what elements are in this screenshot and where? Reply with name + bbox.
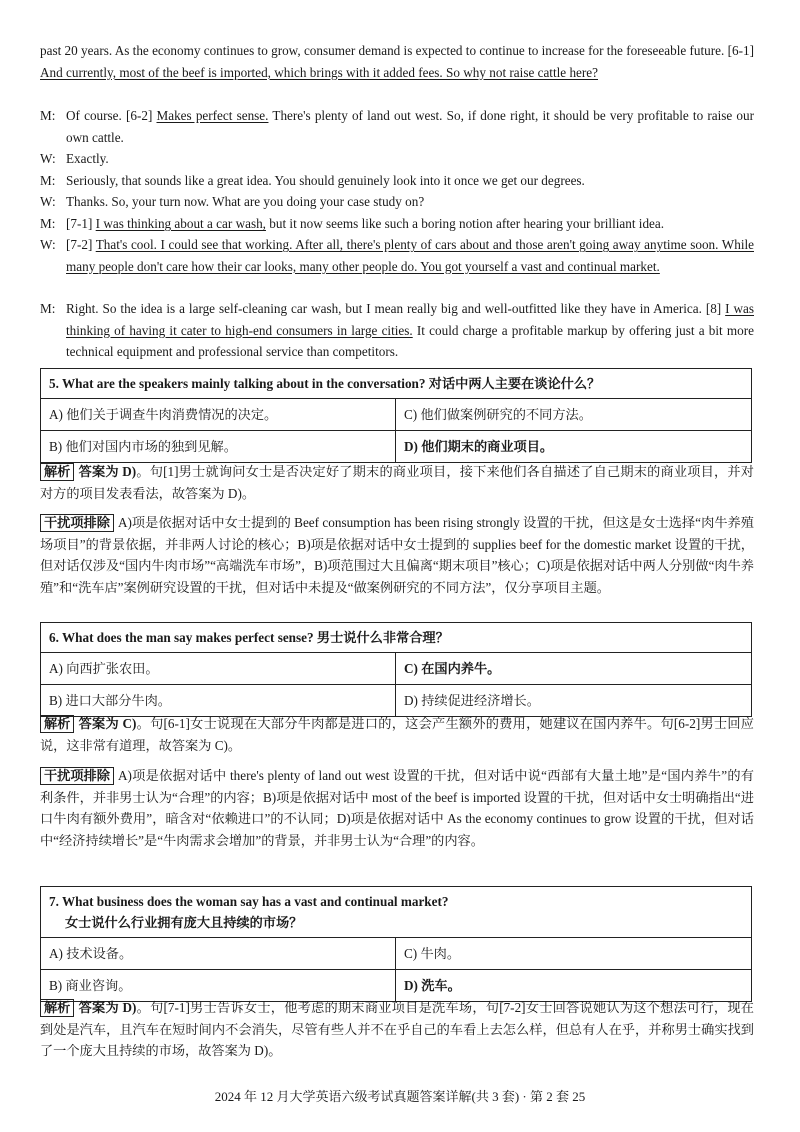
answer: 答案为 C) — [78, 716, 137, 731]
option-c-correct: C) 在国内养牛。 — [404, 661, 501, 676]
dialogue-line-3 — [40, 170, 754, 192]
option-row — [41, 653, 751, 685]
question-7-title-en: 7. What business does the woman say has a vast and continual market? — [49, 894, 449, 909]
option-a: A) 他们关于调查牛肉消费情况的决定。 — [41, 399, 396, 430]
speaker: W: — [40, 151, 56, 166]
option-d-correct: D) 他们期末的商业项目。 — [404, 439, 554, 454]
dialogue-line-6 — [40, 234, 754, 277]
question-6-title: 6. What does the man say makes perfect sense? 男士说什么非常合理？ — [41, 623, 751, 653]
line-text — [66, 148, 754, 170]
question-5-title: 5. What are the speakers mainly talking about in the conversation? 对话中两人主要在谈论什么？ — [41, 369, 751, 399]
option-row — [41, 938, 751, 970]
distractor-text: A)项是依据对话中女士提到的 Beef consumption has been rising strongly 设置的干扰，但这是女士选择“肉牛养殖场项目”的背景依据，并非两人讨论的核心；B)项是依据对话中女士提到的 supplies beef for the domestic market 设置的干扰，但对话仅涉及“国内牛肉市场”“高端洗车市场”，B)项范围过大且偏离“期末项目”核心；C)项是依据对话中两人分别做“肉牛养殖”和“洗车店”案例研究设置的干扰，但对话中未提及“做案例研究的不同方法”，仅分享项目主题。 — [40, 515, 754, 595]
line-post: There's plenty of land out west. So, if done right, it should be very profitable to raise our own cattle. — [66, 108, 754, 145]
line-text — [66, 234, 754, 277]
answer: 答案为 D) — [78, 1000, 137, 1015]
speaker: W: — [40, 237, 56, 252]
question-7-title-cn: 女士说什么行业拥有庞大且持续的市场？ — [65, 915, 303, 930]
option-row — [41, 685, 751, 716]
page-footer: 2024 年 12 月大学英语六级考试真题答案详解(共 3 套) · 第 2 套 25 — [214, 1089, 586, 1104]
dialogue-line-5 — [40, 213, 754, 235]
dialogue-line-7 — [40, 298, 754, 363]
option-b: B) 进口大部分牛肉。 — [41, 685, 396, 716]
line-text — [66, 170, 754, 192]
option-a: A) 向西扩张农田。 — [41, 653, 396, 684]
line-underlined: Makes perfect sense. — [156, 108, 269, 123]
option-c: C) 牛肉。 — [404, 946, 461, 961]
line-post: but it now seems like such a boring notion after hearing your brilliant idea. — [265, 216, 665, 231]
line-underlined: I was thinking of having it cater to high-end consumers in large cities. — [66, 301, 754, 338]
option-b: B) 他们对国内市场的独到见解。 — [41, 431, 396, 462]
line-pre: Thanks. So, your turn now. What are you doing your case study on? — [66, 194, 425, 209]
analysis-tag: 解析 — [40, 463, 74, 481]
distractor-tag: 干扰项排除 — [40, 767, 114, 785]
option-a: A) 技术设备。 — [41, 938, 396, 969]
line-text — [66, 298, 754, 363]
speaker: M: — [40, 216, 56, 231]
q5-analysis — [40, 461, 754, 504]
line-pre: Seriously, that sounds like a great idea. You should genuinely look into it once we get our degrees. — [66, 173, 585, 188]
question-7-box — [40, 886, 752, 1002]
distractor-tag: 干扰项排除 — [40, 514, 114, 532]
question-7-title — [41, 887, 751, 938]
speaker: M: — [40, 301, 56, 316]
q5-distractors — [40, 512, 754, 598]
line-underlined: That's cool. I could see that working. After all, there's plenty of cars about and those aren't going away anytime soon. While many people don't care how their car looks, many other people do. You got yourself a vast and continual market. — [66, 237, 754, 274]
line-underlined: I was thinking about a car wash, — [95, 216, 266, 231]
q7-analysis — [40, 997, 754, 1062]
option-b: B) 商业咨询。 — [41, 970, 396, 1001]
intro-text: past 20 years. As the economy continues to grow, consumer demand is expected to continue to increase for the foreseeable future. — [40, 43, 728, 58]
speaker: M: — [40, 173, 56, 188]
analysis-tag: 解析 — [40, 715, 74, 733]
line-text — [66, 191, 754, 213]
analysis-text: 。句[1]男士就询问女士是否决定好了期末的商业项目，接下来他们各自描述了自己期末的商业项目，并对对方的项目发表看法，故答案为 D)。 — [40, 464, 754, 501]
speaker: M: — [40, 108, 56, 123]
q6-distractors — [40, 765, 754, 851]
option-row — [41, 399, 751, 431]
line-pre: Right. So the idea is a large self-cleaning car wash, but I mean really big and well-outfitted like they have in America. [8] — [66, 301, 726, 316]
line-text — [66, 105, 754, 148]
option-c: C) 他们做案例研究的不同方法。 — [404, 407, 592, 422]
option-row — [41, 431, 751, 462]
dialogue-line-1 — [40, 105, 754, 148]
option-d-correct: D) 洗车。 — [404, 978, 461, 993]
line-pre: [7-2] — [66, 237, 96, 252]
line-pre: Exactly. — [66, 151, 109, 166]
q6-analysis — [40, 713, 754, 756]
line-pre: [7-1] — [66, 216, 96, 231]
line-text — [66, 213, 754, 235]
analysis-text: 。句[6-1]女士说现在大部分牛肉都是进口的，这会产生额外的费用，她建议在国内养牛。句[6-2]男士回应说，这非常有道理，故答案为 C)。 — [40, 716, 754, 753]
intro-underlined: And currently, most of the beef is imported, which brings with it added fees. So why not raise cattle here? — [40, 64, 598, 80]
question-5-box — [40, 368, 752, 463]
analysis-text: 。句[7-1]男士告诉女士，他考虑的期末商业项目是洗车场，句[7-2]女士回答说她认为这个想法可行，现在到处是汽车，且汽车在短时间内不会消失，尽管有些人并不在乎自己的车看上去怎么样，但总有人在乎，并称男士确实找到了一个庞大且持续的市场，故答案为 D)。 — [40, 1000, 754, 1058]
analysis-tag: 解析 — [40, 999, 74, 1017]
question-6-box — [40, 622, 752, 717]
answer: 答案为 D) — [78, 464, 137, 479]
option-d: D) 持续促进经济增长。 — [404, 693, 540, 708]
line-post: It could charge a profitable markup by offering just a bit more technical equipment and professional service than competitors. — [66, 322, 754, 359]
line-pre: Of course. [6-2] — [66, 108, 157, 123]
dialogue-line-4 — [40, 191, 754, 213]
speaker: W: — [40, 194, 56, 209]
distractor-text: A)项是依据对话中 there's plenty of land out west 设置的干扰，但对话中说“西部有大量土地”是“国内养牛”的有利条件，并非男士认为“合理”的内容；B)项是依据对话中 most of the beef is imported 设置的干扰，但对话中女士明确指出“进口牛肉有额外费用”，暗含对“依赖进口”的不认同；D)项是依据对话中 As the economy continues to grow 设置的干扰，但对话中“经济持续增长”是“牛肉需求会增加”的背景，并非男士认为“合理”的内容。 — [40, 768, 754, 848]
dialogue-intro — [40, 40, 754, 83]
dialogue-line-2 — [40, 148, 754, 170]
intro-marker: [6-1] — [727, 43, 754, 58]
